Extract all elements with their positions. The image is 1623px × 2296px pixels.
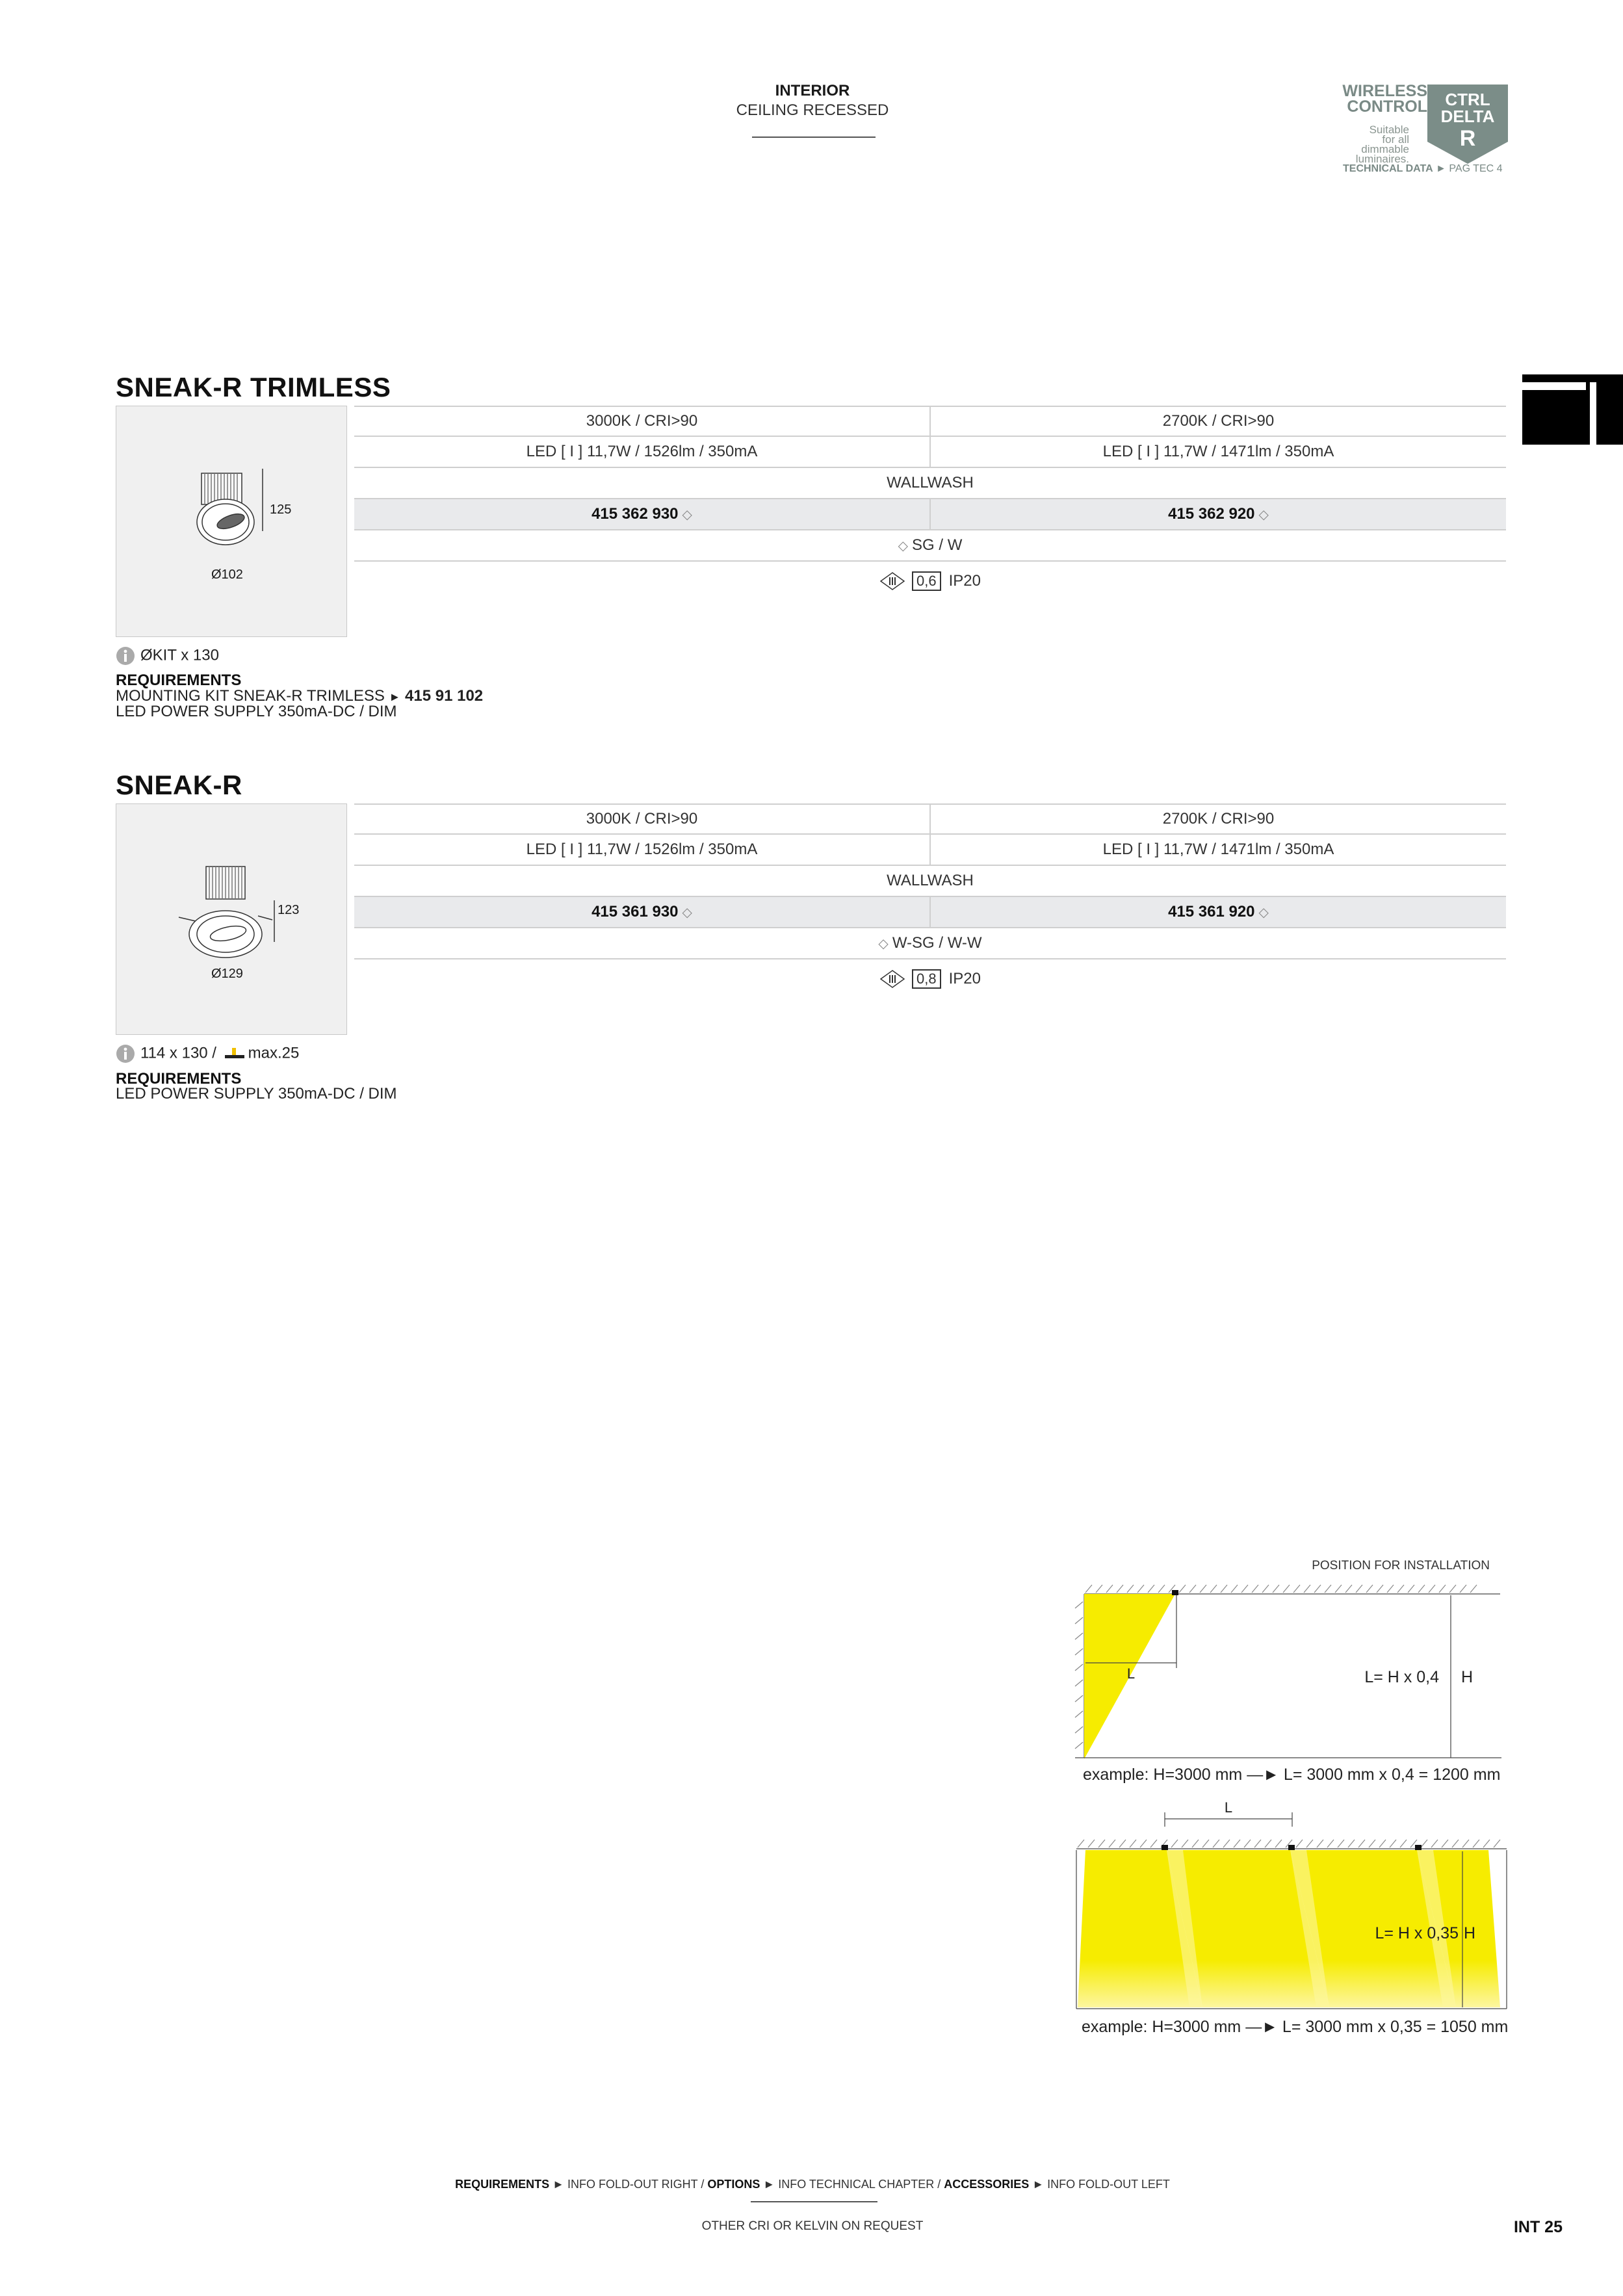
requirement-mounting-kit: MOUNTING KIT SNEAK-R TRIMLESS ► 415 91 102: [116, 687, 484, 705]
ip-row: [354, 562, 1506, 601]
temp-3000k: 3000K / CRI>90: [586, 810, 698, 828]
cutout-info: ØKIT x 130: [116, 646, 219, 666]
ip-row: [354, 959, 1506, 998]
spotlight-drawing: [116, 804, 348, 1036]
temp-2700k: 2700K / CRI>90: [1162, 412, 1275, 430]
arrow-right-icon: ►: [1436, 163, 1446, 174]
ip-rating: IP20: [948, 572, 981, 590]
ceiling-thickness-icon: [224, 1047, 246, 1061]
wall-example: example: H=3000 mm —► L= 3000 mm x 0,4 = 1200 mm: [1083, 1766, 1501, 1784]
arrow-right-icon: —►: [1245, 2018, 1278, 2036]
ip-rating: IP20: [948, 970, 981, 987]
product-code-2700k[interactable]: 415 362 920 ◇: [1168, 505, 1269, 523]
product-image: [116, 406, 347, 637]
wallwash-wall-diagram: [1066, 1578, 1508, 1773]
arrow-right-icon: ►: [763, 2178, 775, 2191]
temp-row: [354, 406, 1506, 437]
spec-table: [354, 803, 1506, 998]
arrow-right-icon: ►: [1032, 2178, 1045, 2191]
wireless-control-label: WIRELESS CONTROL: [1342, 82, 1427, 116]
category-title: INTERIOR: [775, 82, 850, 99]
product-code-3000k[interactable]: 415 362 930 ◇: [591, 505, 692, 523]
ctrl-delta-r-badge: [1427, 85, 1508, 164]
wall-l-label: L: [1126, 1665, 1136, 1682]
requirements-heading: REQUIREMENTS: [116, 672, 242, 689]
led-2700k: LED [ I ] 11,7W / 1471lm / 350mA: [1102, 841, 1334, 858]
diamond-icon: ◇: [898, 538, 909, 553]
arrow-right-icon: —►: [1247, 1766, 1279, 1784]
info-icon: [116, 1044, 135, 1063]
product-image: [116, 803, 347, 1035]
wallwash-row-diagram: [1066, 1794, 1508, 2015]
delta-text: DELTA: [1440, 107, 1495, 126]
diamond-icon: ◇: [878, 936, 889, 951]
footer-legend: REQUIREMENTS ► INFO FOLD-OUT RIGHT / OPTIONS ► INFO TECHNICAL CHAPTER / ACCESSORIES ► INFO FOLD-OUT LEFT: [455, 2178, 1170, 2191]
section-tab-interior[interactable]: [1522, 374, 1623, 445]
temp-row: [354, 803, 1506, 835]
r-text: R: [1459, 126, 1476, 151]
finish-text: W-SG / W-W: [892, 934, 982, 952]
led-row: [354, 835, 1506, 866]
product-title: SNEAK-R: [116, 770, 242, 800]
dimension-height: 125: [270, 502, 292, 517]
category-subtitle: CEILING RECESSED: [736, 101, 889, 119]
led-2700k: LED [ I ] 11,7W / 1471lm / 350mA: [1102, 443, 1334, 460]
finish-text: SG / W: [912, 536, 963, 554]
diamond-icon: ◇: [1258, 507, 1269, 522]
luminaire-marker: [1288, 1845, 1295, 1850]
diamond-icon: ◇: [682, 507, 692, 522]
ip-value-box: 0,6: [912, 571, 941, 591]
row-formula: L= H x 0,35: [1375, 1924, 1459, 1942]
product-title: SNEAK-R TRIMLESS: [116, 372, 391, 402]
product-code-2700k[interactable]: 415 361 920 ◇: [1168, 903, 1269, 920]
header-divider: [752, 137, 876, 138]
tab-icon-bar: [1522, 382, 1586, 390]
arrow-right-icon: ►: [389, 690, 401, 703]
code-row: [354, 499, 1506, 530]
finish-row: [354, 530, 1506, 562]
class-iii-icon: [879, 571, 905, 591]
cutout-info: 114 x 130 / max.25: [116, 1044, 299, 1063]
tab-icon-stem: [1590, 382, 1596, 445]
dimension-height: 123: [278, 903, 300, 917]
requirement-power-supply: LED POWER SUPPLY 350mA-DC / DIM: [116, 1085, 397, 1102]
info-icon: [116, 646, 135, 666]
wall-h-label: H: [1461, 1668, 1474, 1686]
ctrl-text: CTRL: [1445, 90, 1490, 109]
class-iii-icon: [879, 969, 905, 989]
product-code-3000k[interactable]: 415 361 930 ◇: [591, 903, 692, 920]
dimension-diameter: Ø129: [211, 967, 243, 981]
optic-row: WALLWASH: [354, 866, 1506, 897]
suitable-note: Suitable for all dimmable luminaires.: [1355, 124, 1409, 165]
spec-table: [354, 406, 1506, 601]
footer-divider: [751, 2201, 877, 2202]
technical-data-link[interactable]: TECHNICAL DATA ► PAG TEC 4: [1343, 163, 1503, 174]
requirements-heading: REQUIREMENTS: [116, 1070, 242, 1088]
temp-2700k: 2700K / CRI>90: [1162, 810, 1275, 828]
temp-3000k: 3000K / CRI>90: [586, 412, 698, 430]
led-3000k: LED [ I ] 11,7W / 1526lm / 350mA: [526, 841, 758, 858]
row-example: example: H=3000 mm —► L= 3000 mm x 0,35 = 1050 mm: [1082, 2018, 1509, 2036]
luminaire-marker: [1415, 1845, 1422, 1850]
ip-value-box: 0,8: [912, 969, 941, 989]
luminaire-marker: [1172, 1590, 1178, 1595]
row-l-label: L: [1224, 1799, 1233, 1816]
luminaire-marker: [1162, 1845, 1168, 1850]
led-row: [354, 437, 1506, 468]
diamond-icon: ◇: [682, 905, 692, 920]
row-h-label: H: [1464, 1924, 1476, 1942]
optic-row: WALLWASH: [354, 468, 1506, 499]
code-row: [354, 897, 1506, 928]
page-number: INT 25: [1513, 2218, 1563, 2236]
position-for-installation-label: POSITION FOR INSTALLATION: [1312, 1559, 1490, 1572]
arrow-right-icon: ►: [552, 2178, 564, 2191]
dimension-diameter: Ø102: [211, 567, 243, 582]
requirement-power-supply: LED POWER SUPPLY 350mA-DC / DIM: [116, 703, 397, 720]
diamond-icon: ◇: [1258, 905, 1269, 920]
footer-note: OTHER CRI OR KELVIN ON REQUEST: [701, 2219, 924, 2233]
finish-row: [354, 928, 1506, 959]
spotlight-drawing: [116, 406, 348, 638]
wall-formula: L= H x 0,4: [1364, 1668, 1439, 1686]
led-3000k: LED [ I ] 11,7W / 1526lm / 350mA: [526, 443, 758, 460]
